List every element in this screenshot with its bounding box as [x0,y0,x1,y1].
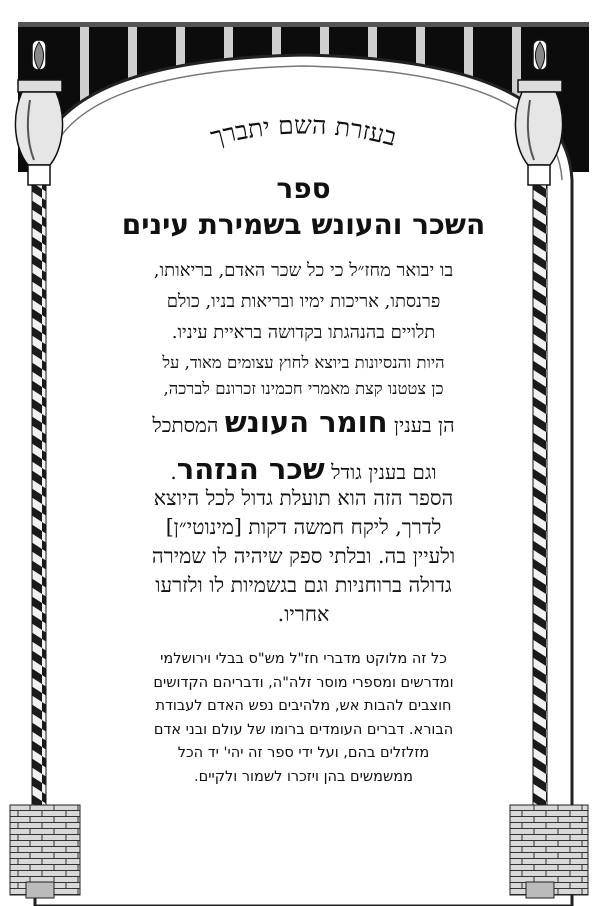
text-line: ממשמשים בהן ויזכרו לשמור ולקיים. [194,768,413,785]
text-line: הבורא. דברים העומדים ברומו של עולם ובני אדם [153,721,454,738]
text-line [60,400,547,447]
text-line: היות והנסיונות ביוצא לחוץ עצומים מאוד, על [162,353,445,372]
text-line: לדרך, ליקח חמשה דקות [מינוטי״ן] [165,515,442,539]
text-line: בו יבואר מחז״ל כי כל שכר האדם, בריאותו, [153,260,454,281]
text-span: וגם בענין גודל [324,460,437,484]
text-span: המסתכל [152,413,225,437]
text-line: פרנסתו, אריכות ימיו ובריאות בניו, כולם [166,291,441,312]
text-line: הספר הזה הוא תועלת גדול לכל היוצא [153,486,454,510]
punishment-emphasis: חומר העונש [224,405,388,439]
intro-paragraph [70,255,537,348]
reward-emphasis: שכר הנזהר [176,452,325,486]
text-span: . [170,460,177,484]
book-label: ספר [276,172,331,205]
text-line: אחריו. [277,602,330,626]
book-title: השכר והעונש בשמירת עינים [121,208,486,241]
text-line: ולעיין בה. ובלתי ספק שיהיה לו שמירה [151,544,456,568]
text-line: גדולה ברוחניות וגם בגשמיות לו ולזרעו [155,573,452,597]
right-brick-base [510,805,588,898]
blessing-text: בעזרת השם יתברך [207,110,400,152]
text-line: חוצבים להבות אש, מלהיבים נפש האדם לעבודת [155,698,452,714]
benefit-paragraph [60,484,547,629]
trials-paragraph [60,350,547,402]
left-brick-base [10,805,80,898]
text-line: כל זה מלוקט מדברי חז"ל מש"ס בבלי וירושלמי [160,651,447,667]
sources-paragraph [70,648,537,789]
emphasis-paragraph [60,400,547,494]
text-span: הן בענין [387,413,455,437]
text-line: ומדרשים ומספרי מוסר זלה"ה, ודבריהם הקדושים [153,674,454,691]
text-line: תלויים בהנהגתו בקדושה בראיית עיניו. [171,322,436,343]
text-line: מזלזלים בהם, ועל ידי ספר זה יהי' יד הכל [177,745,430,761]
text-line: כן צטטנו קצת מאמרי חכמינו זכרונם לברכה, [163,379,444,398]
left-twisted-column [32,185,46,885]
